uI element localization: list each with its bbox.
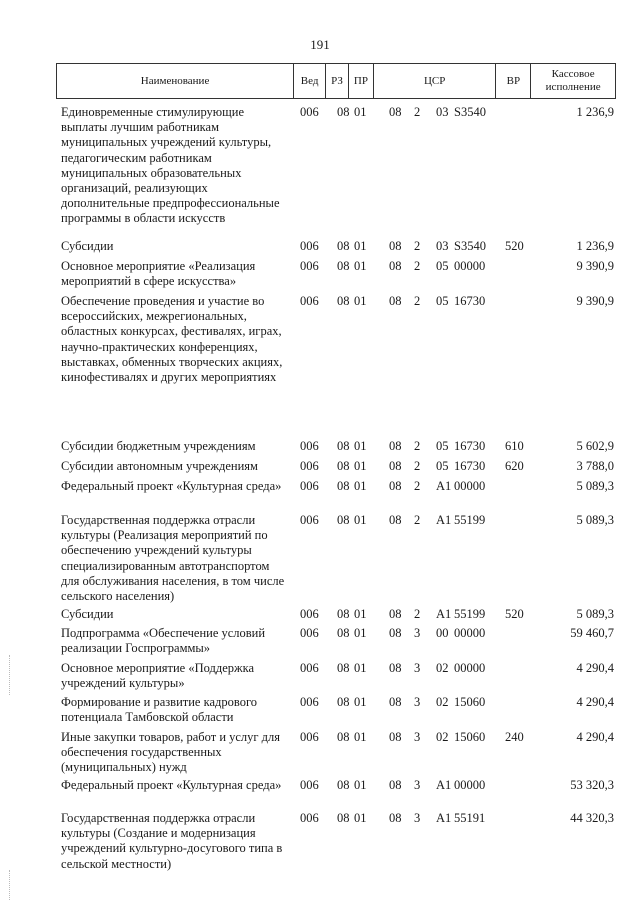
row-vr: 610: [505, 439, 524, 453]
row-rz: 08: [337, 259, 350, 273]
row-csr-event: 02: [436, 730, 449, 744]
row-pr: 01: [354, 661, 367, 675]
row-sum: 1 236,9: [576, 239, 614, 253]
row-csr-event: 00: [436, 626, 449, 640]
row-csr-subprogram: 2: [414, 439, 421, 453]
header-name: Наименование: [57, 64, 294, 98]
row-rz: 08: [337, 695, 350, 709]
row-sum: 5 089,3: [576, 513, 614, 527]
row-name: Субсидии: [61, 607, 114, 621]
row-ved: 006: [300, 607, 319, 621]
row-csr-direction: 00000: [454, 661, 486, 675]
row-csr-event: 02: [436, 661, 449, 675]
row-csr-subprogram: 3: [414, 778, 421, 792]
row-ved: 006: [300, 439, 319, 453]
row-csr-program: 08: [389, 239, 402, 253]
row-csr-event: 05: [436, 459, 449, 473]
row-rz: 08: [337, 626, 350, 640]
row-sum: 5 089,3: [576, 607, 614, 621]
row-pr: 01: [354, 811, 367, 825]
row-csr-direction: 55191: [454, 811, 486, 825]
row-csr-event: 03: [436, 239, 449, 253]
row-csr-direction: 15060: [454, 695, 486, 709]
row-sum: 44 320,3: [570, 811, 614, 825]
row-name: Федеральный проект «Культурная среда»: [61, 778, 282, 792]
row-sum: 4 290,4: [576, 695, 614, 709]
row-ved: 006: [300, 695, 319, 709]
row-csr-subprogram: 3: [414, 811, 421, 825]
row-csr-subprogram: 3: [414, 626, 421, 640]
row-rz: 08: [337, 479, 350, 493]
row-pr: 01: [354, 439, 367, 453]
row-ved: 006: [300, 294, 319, 308]
row-csr-event: 03: [436, 105, 449, 119]
row-csr-event: A1: [436, 513, 452, 527]
row-csr-direction: 16730: [454, 294, 486, 308]
row-csr-direction: 55199: [454, 513, 486, 527]
row-name: Иные закупки товаров, работ и услуг для обеспечения государственных (муниципальных) нужд: [61, 730, 281, 775]
row-csr-direction: 00000: [454, 479, 486, 493]
row-csr-event: 02: [436, 695, 449, 709]
row-pr: 01: [354, 239, 367, 253]
row-sum: 5 602,9: [576, 439, 614, 453]
row-ved: 006: [300, 730, 319, 744]
row-sum: 4 290,4: [576, 661, 614, 675]
row-name: Формирование и развитие кадрового потенциала Тамбовской области: [61, 695, 258, 725]
row-csr-program: 08: [389, 695, 402, 709]
row-csr-subprogram: 2: [414, 513, 421, 527]
row-rz: 08: [337, 239, 350, 253]
row-csr-direction: S3540: [454, 105, 486, 119]
row-csr-subprogram: 2: [414, 607, 421, 621]
row-csr-direction: 00000: [454, 259, 486, 273]
row-csr-subprogram: 2: [414, 105, 421, 119]
row-rz: 08: [337, 778, 350, 792]
row-csr-direction: 00000: [454, 778, 486, 792]
row-csr-event: 05: [436, 259, 449, 273]
row-pr: 01: [354, 294, 367, 308]
row-csr-subprogram: 2: [414, 459, 421, 473]
row-csr-program: 08: [389, 105, 402, 119]
row-ved: 006: [300, 105, 319, 119]
row-rz: 08: [337, 294, 350, 308]
row-csr-direction: 00000: [454, 626, 486, 640]
row-ved: 006: [300, 239, 319, 253]
row-csr-subprogram: 2: [414, 239, 421, 253]
row-pr: 01: [354, 607, 367, 621]
row-sum: 5 089,3: [576, 479, 614, 493]
row-name: Обеспечение проведения и участие во всероссийских, межрегиональных, областных конкурсах, фестивалях, играх, научно-практических конференциях, выставках, обменных творческих акциях, кинофестивалях и других мероприятиях: [61, 294, 283, 385]
row-csr-subprogram: 2: [414, 294, 421, 308]
row-csr-subprogram: 3: [414, 730, 421, 744]
row-ved: 006: [300, 459, 319, 473]
row-sum: 4 290,4: [576, 730, 614, 744]
row-csr-program: 08: [389, 778, 402, 792]
row-csr-subprogram: 3: [414, 695, 421, 709]
row-name: Государственная поддержка отрасли культуры (Создание и модернизация учреждений культурно-досугового типа в сельской местности): [61, 811, 283, 871]
row-csr-direction: 16730: [454, 439, 486, 453]
row-csr-program: 08: [389, 730, 402, 744]
row-csr-event: 05: [436, 294, 449, 308]
table-header: [56, 63, 616, 99]
row-ved: 006: [300, 259, 319, 273]
header-csr: ЦСР: [374, 64, 497, 98]
row-rz: 08: [337, 105, 350, 119]
row-csr-direction: 55199: [454, 607, 486, 621]
page-number: 191: [310, 37, 330, 52]
row-vr: 520: [505, 607, 524, 621]
row-csr-direction: 16730: [454, 459, 486, 473]
row-name: Основное мероприятие «Поддержка учреждений культуры»: [61, 661, 255, 691]
row-csr-direction: S3540: [454, 239, 486, 253]
row-csr-event: A1: [436, 479, 452, 493]
row-rz: 08: [337, 513, 350, 527]
row-sum: 9 390,9: [576, 294, 614, 308]
row-ved: 006: [300, 513, 319, 527]
header-sum: Кассовое исполнение: [545, 68, 601, 93]
row-csr-event: A1: [436, 607, 452, 621]
row-sum: 53 320,3: [570, 778, 614, 792]
row-pr: 01: [354, 105, 367, 119]
budget-table: [56, 63, 616, 871]
row-csr-program: 08: [389, 459, 402, 473]
row-csr-program: 08: [389, 661, 402, 675]
row-pr: 01: [354, 479, 367, 493]
row-pr: 01: [354, 695, 367, 709]
row-csr-subprogram: 3: [414, 661, 421, 675]
scan-margin-mark: [9, 870, 11, 900]
row-rz: 08: [337, 661, 350, 675]
row-pr: 01: [354, 259, 367, 273]
row-csr-program: 08: [389, 479, 402, 493]
row-ved: 006: [300, 778, 319, 792]
row-csr-program: 08: [389, 259, 402, 273]
row-sum: 59 460,7: [570, 626, 614, 640]
row-rz: 08: [337, 439, 350, 453]
row-csr-event: A1: [436, 778, 452, 792]
row-csr-event: A1: [436, 811, 452, 825]
row-sum: 9 390,9: [576, 259, 614, 273]
row-ved: 006: [300, 811, 319, 825]
row-csr-direction: 15060: [454, 730, 486, 744]
row-vr: 620: [505, 459, 524, 473]
row-name: Единовременные стимулирующие выплаты лучшим работникам муниципальных учреждений культуры, педагогическим работникам муниципальных образовательных организаций, реализующих дополнительные предпрофессиональные программы в области искусств: [61, 105, 280, 226]
header-vr: ВР: [496, 64, 531, 98]
row-csr-program: 08: [389, 626, 402, 640]
row-name: Основное мероприятие «Реализация мероприятий в сфере искусства»: [61, 259, 256, 289]
row-csr-program: 08: [389, 294, 402, 308]
row-name: Федеральный проект «Культурная среда»: [61, 479, 282, 493]
row-csr-subprogram: 2: [414, 259, 421, 273]
row-pr: 01: [354, 513, 367, 527]
row-rz: 08: [337, 459, 350, 473]
row-ved: 006: [300, 626, 319, 640]
row-rz: 08: [337, 811, 350, 825]
row-rz: 08: [337, 730, 350, 744]
header-rz: РЗ: [326, 64, 349, 98]
row-ved: 006: [300, 479, 319, 493]
row-pr: 01: [354, 459, 367, 473]
row-csr-subprogram: 2: [414, 479, 421, 493]
row-name: Государственная поддержка отрасли культуры (Реализация мероприятий по обеспечению учреждений культуры специализированным автотранспортом для обслуживания населения, в том числе сельского населения): [61, 513, 285, 604]
row-csr-program: 08: [389, 811, 402, 825]
row-csr-program: 08: [389, 607, 402, 621]
header-ved: Вед: [294, 64, 326, 98]
row-rz: 08: [337, 607, 350, 621]
row-name: Субсидии: [61, 239, 114, 253]
row-sum: 3 788,0: [576, 459, 614, 473]
row-vr: 520: [505, 239, 524, 253]
row-csr-program: 08: [389, 513, 402, 527]
row-pr: 01: [354, 626, 367, 640]
header-pr: ПР: [349, 64, 374, 98]
row-ved: 006: [300, 661, 319, 675]
row-pr: 01: [354, 730, 367, 744]
row-csr-program: 08: [389, 439, 402, 453]
row-name: Подпрограмма «Обеспечение условий реализации Госпрограммы»: [61, 626, 266, 656]
row-vr: 240: [505, 730, 524, 744]
row-csr-event: 05: [436, 439, 449, 453]
row-name: Субсидии автономным учреждениям: [61, 459, 258, 473]
scan-margin-mark: [9, 655, 11, 695]
row-name: Субсидии бюджетным учреждениям: [61, 439, 256, 453]
row-sum: 1 236,9: [576, 105, 614, 119]
row-pr: 01: [354, 778, 367, 792]
